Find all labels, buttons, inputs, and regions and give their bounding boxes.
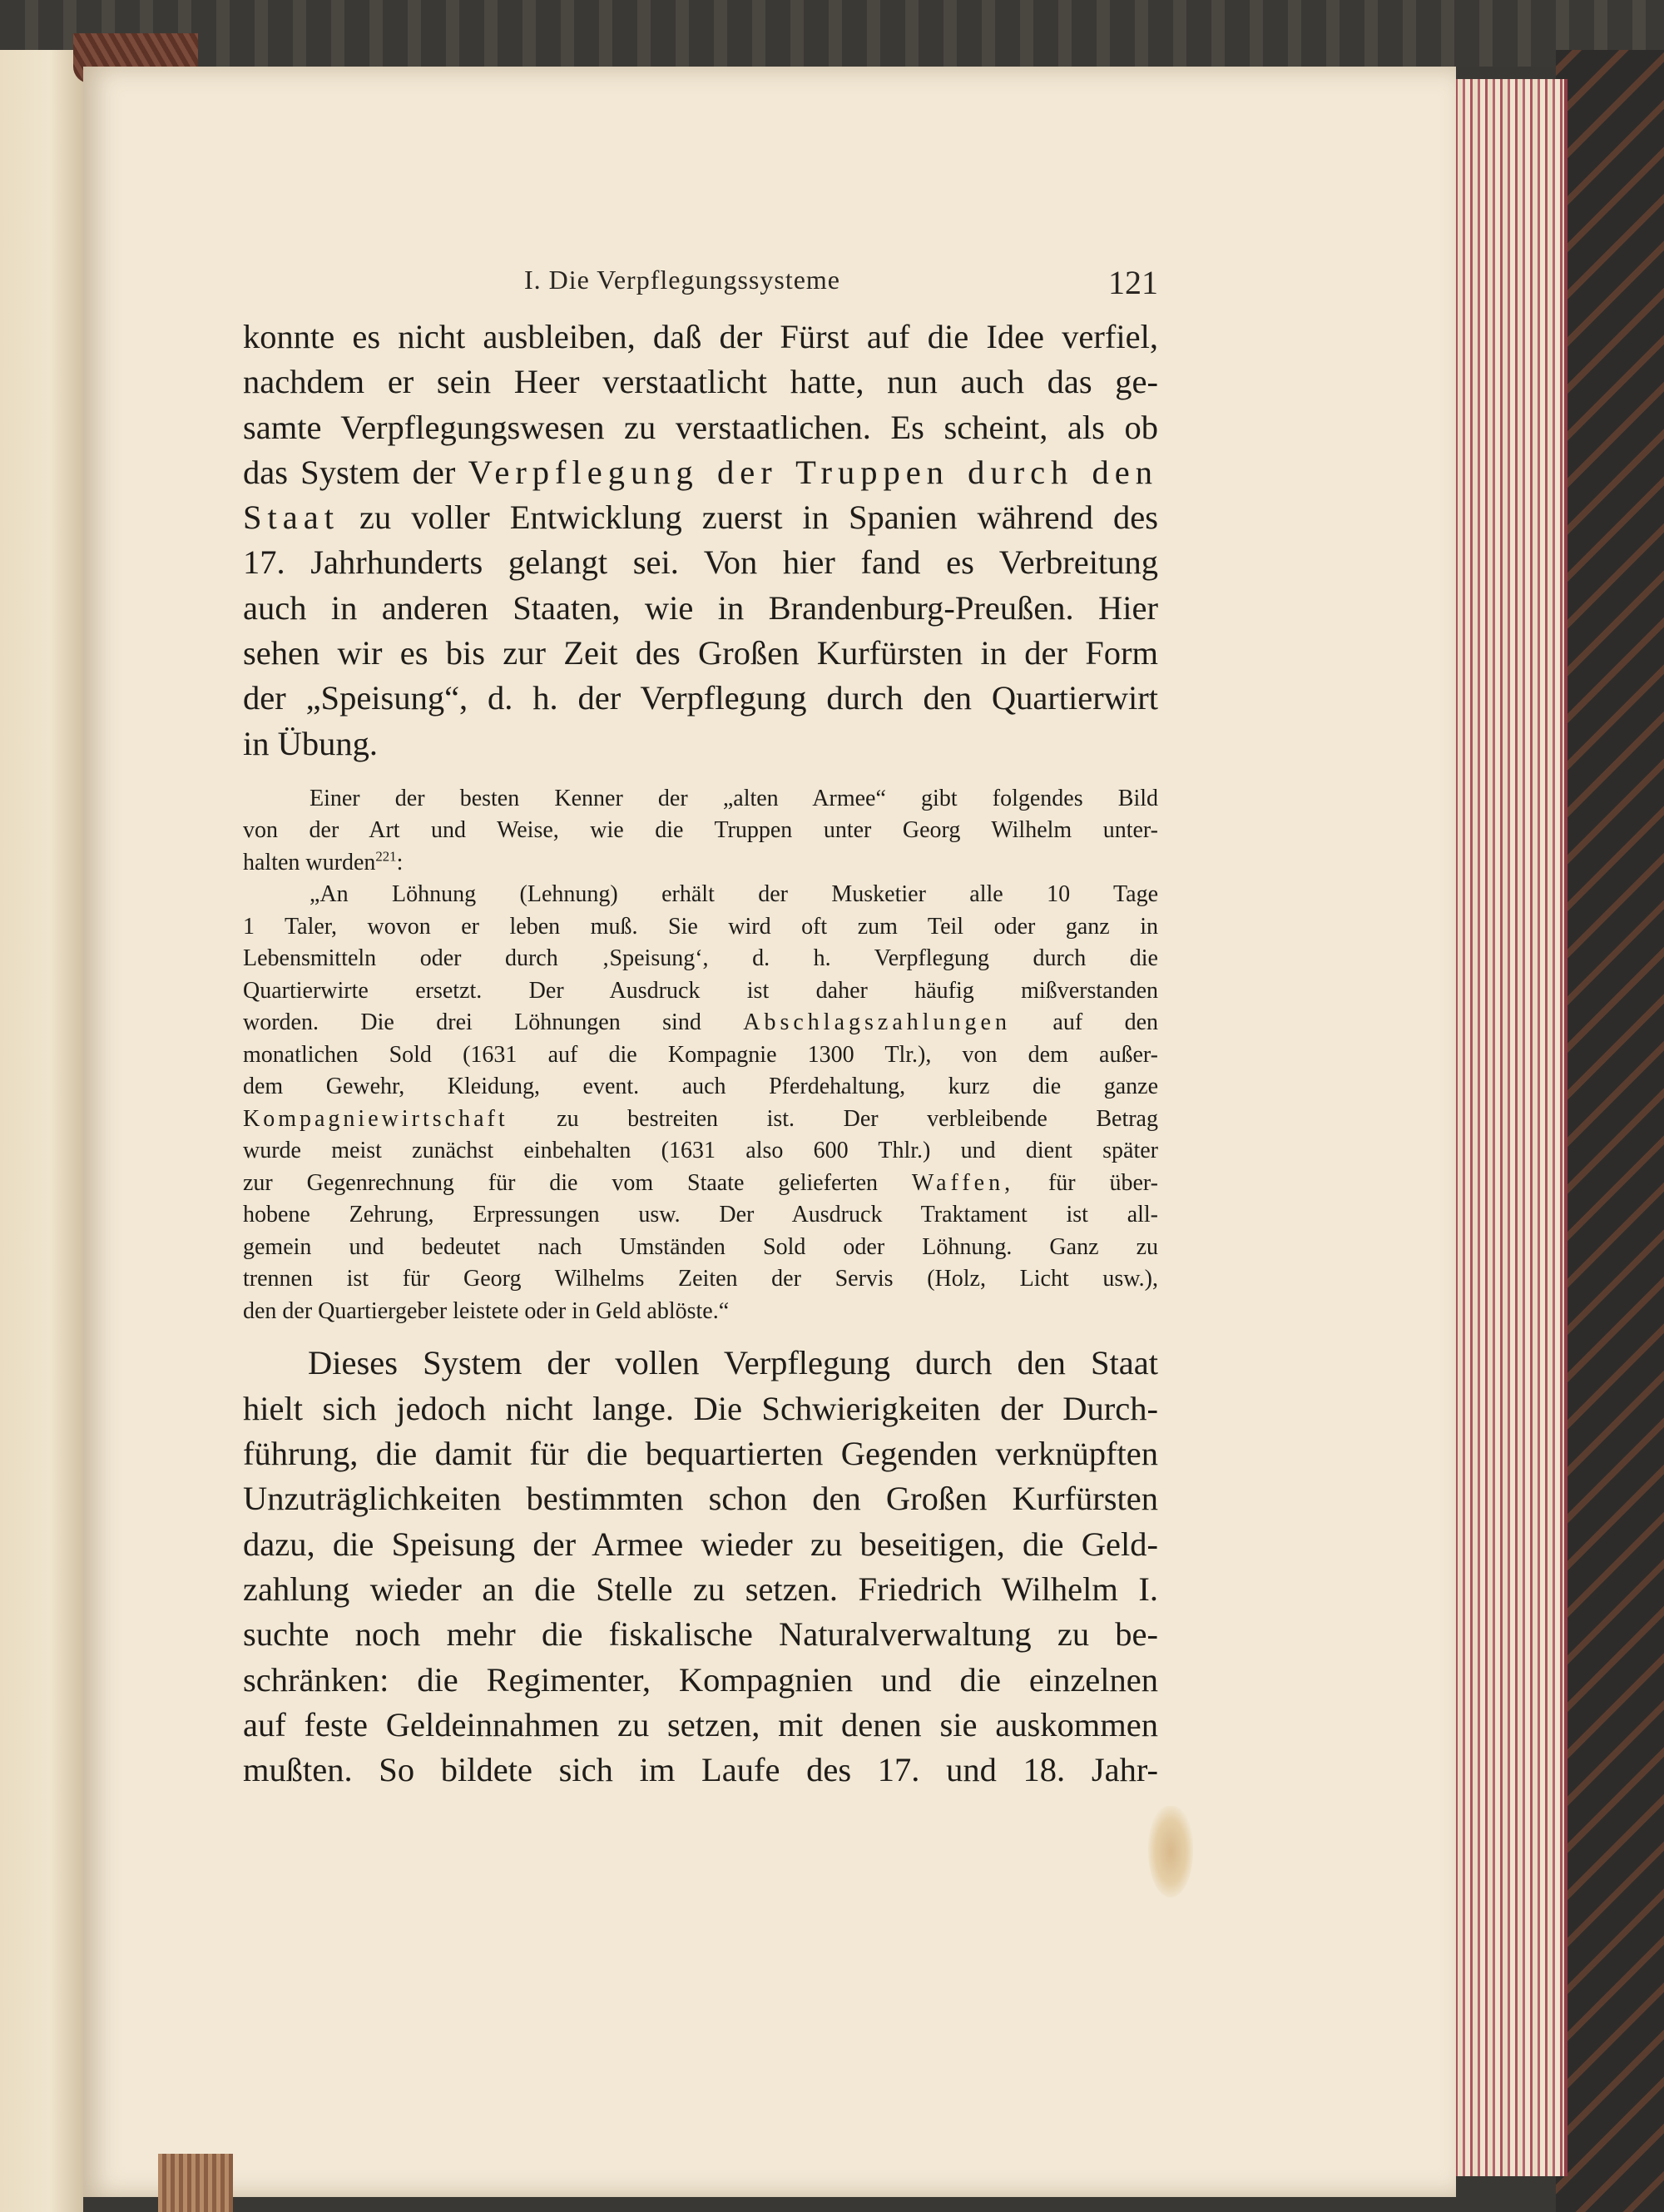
text-line: zahlung wieder an die Stelle zu setzen. Friedrich Wilhelm I. xyxy=(243,1570,1158,1608)
page-number: 121 xyxy=(1108,264,1158,301)
text-line: führung, die damit für die bequartierten Gegenden verknüpften xyxy=(243,1435,1158,1473)
text-line: Unzuträglichkeiten bestimmten schon den Großen Kurfürsten xyxy=(243,1480,1158,1518)
text-line: Einer der besten Kenner der „alten Armee“ gibt folgendes Bild xyxy=(310,785,1158,811)
emphasized-text: Abschlagszahlungen xyxy=(743,1009,1011,1036)
text-span: zu bestreiten ist. Der verbleibende Betrag xyxy=(557,1105,1158,1132)
emphasized-text: Kompagniewirtschaft xyxy=(243,1105,508,1132)
text-line: Quartierwirte ersetzt. Der Ausdruck ist daher häufig mißverstanden xyxy=(243,977,1158,1004)
text-line: hobene Zehrung, Erpressungen usw. Der Ausdruck Traktament ist all- xyxy=(243,1202,1158,1228)
text-line: konnte es nicht ausbleiben, daß der Fürst auf die Idee verfiel, xyxy=(243,318,1158,355)
text-span: für über- xyxy=(1047,1169,1158,1196)
text-line: von der Art und Weise, wie die Truppen unter Georg Wilhelm unter- xyxy=(243,817,1158,844)
text-line: auch in anderen Staaten, wie in Brandenburg-Preußen. Hier xyxy=(243,588,1158,627)
emphasized-text: Verpflegung der Truppen durch den xyxy=(468,453,1159,491)
running-title: I. Die Verpflegungssysteme xyxy=(524,265,840,295)
paragraph-2 xyxy=(243,783,1158,880)
paragraph-3 xyxy=(243,1341,1158,1793)
spacer xyxy=(243,1327,1158,1341)
text-span: auf den xyxy=(1052,1009,1158,1036)
text-line: in Übung. xyxy=(243,724,378,762)
book-cover-right-edge xyxy=(1556,50,1664,2212)
text-line xyxy=(243,847,1158,880)
text-line: sehen wir es bis zur Zeit des Großen Kurfürsten in der Form xyxy=(243,634,1158,672)
bookmark-ribbon-bottom xyxy=(158,2154,233,2212)
emphasized-text: Staat xyxy=(243,498,339,537)
text-span: zu voller Entwicklung zuerst in Spanien während des xyxy=(359,498,1158,537)
text-span: zur Gegenrechnung für die vom Staate gelieferten xyxy=(243,1169,879,1196)
text-line xyxy=(243,1168,1158,1200)
text-line: Lebensmitteln oder durch ‚Speisung‘, d. h. Verpflegung durch die xyxy=(243,945,1158,972)
book-cover-top-edge xyxy=(0,0,1664,67)
page-text xyxy=(243,315,1158,1793)
text-span: das System der xyxy=(243,453,456,491)
text-line: nachdem er sein Heer verstaatlicht hatte, nun auch das ge- xyxy=(243,363,1158,401)
page-block-edges xyxy=(1448,79,1567,2176)
paper-stain xyxy=(1148,1806,1193,1897)
previous-page-edge xyxy=(0,50,83,2212)
text-line: schränken: die Regimenter, Kompagnien und die einzelnen xyxy=(243,1660,1158,1699)
footnote-marker: 221 xyxy=(375,848,397,865)
text-line: Dieses System der vollen Verpflegung durch den Staat xyxy=(308,1344,1158,1382)
text-line: 17. Jahrhunderts gelangt sei. Von hier fand es Verbreitung xyxy=(243,543,1158,582)
text-line: monatlichen Sold (1631 auf die Kompagnie 1300 Tlr.), von dem außer- xyxy=(243,1041,1158,1068)
text-line xyxy=(243,450,1158,495)
text-span: halten wurden xyxy=(243,849,376,875)
text-line: der „Speisung“, d. h. der Verpflegung durch den Quartierwirt xyxy=(243,679,1158,717)
text-line: den der Quartiergeber leistete oder in Geld ablöste.“ xyxy=(243,1297,730,1324)
text-line xyxy=(243,1104,1158,1136)
text-line xyxy=(243,1007,1158,1039)
running-head xyxy=(436,260,1158,301)
text-line: trennen ist für Georg Wilhelms Zeiten der Servis (Holz, Licht usw.), xyxy=(243,1266,1158,1292)
text-line: 1 Taler, wovon er leben muß. Sie wird oft zum Teil oder ganz in xyxy=(243,913,1158,940)
text-line: „An Löhnung (Lehnung) erhält der Musketier alle 10 Tage xyxy=(310,881,1158,908)
text-line xyxy=(243,495,1158,540)
text-line: auf feste Geldeinnahmen zu setzen, mit denen sie auskommen xyxy=(243,1705,1158,1743)
text-line: samte Verpflegungswesen zu verstaatlichen. Es scheint, als ob xyxy=(243,408,1158,446)
text-line: suchte noch mehr die fiskalische Naturalverwaltung zu be- xyxy=(243,1615,1158,1654)
spacer xyxy=(243,766,1158,783)
text-line: dazu, die Speisung der Armee wieder zu beseitigen, die Geld- xyxy=(243,1525,1158,1563)
text-span: worden. Die drei Löhnungen sind xyxy=(243,1009,701,1036)
text-span: : xyxy=(396,849,404,875)
text-line: dem Gewehr, Kleidung, event. auch Pferdehaltung, kurz die ganze xyxy=(243,1074,1158,1100)
text-line: mußten. So bildete sich im Laufe des 17. und 18. Jahr- xyxy=(243,1751,1158,1789)
text-line: gemein und bedeutet nach Umständen Sold oder Löhnung. Ganz zu xyxy=(243,1233,1158,1260)
emphasized-text: Waffen, xyxy=(911,1169,1015,1196)
text-line: wurde meist zunächst einbehalten (1631 also 600 Thlr.) und dient später xyxy=(243,1138,1158,1164)
text-line: hielt sich jedoch nicht lange. Die Schwierigkeiten der Durch- xyxy=(243,1389,1158,1427)
paragraph-1 xyxy=(243,315,1158,766)
quote-block xyxy=(243,879,1158,1327)
